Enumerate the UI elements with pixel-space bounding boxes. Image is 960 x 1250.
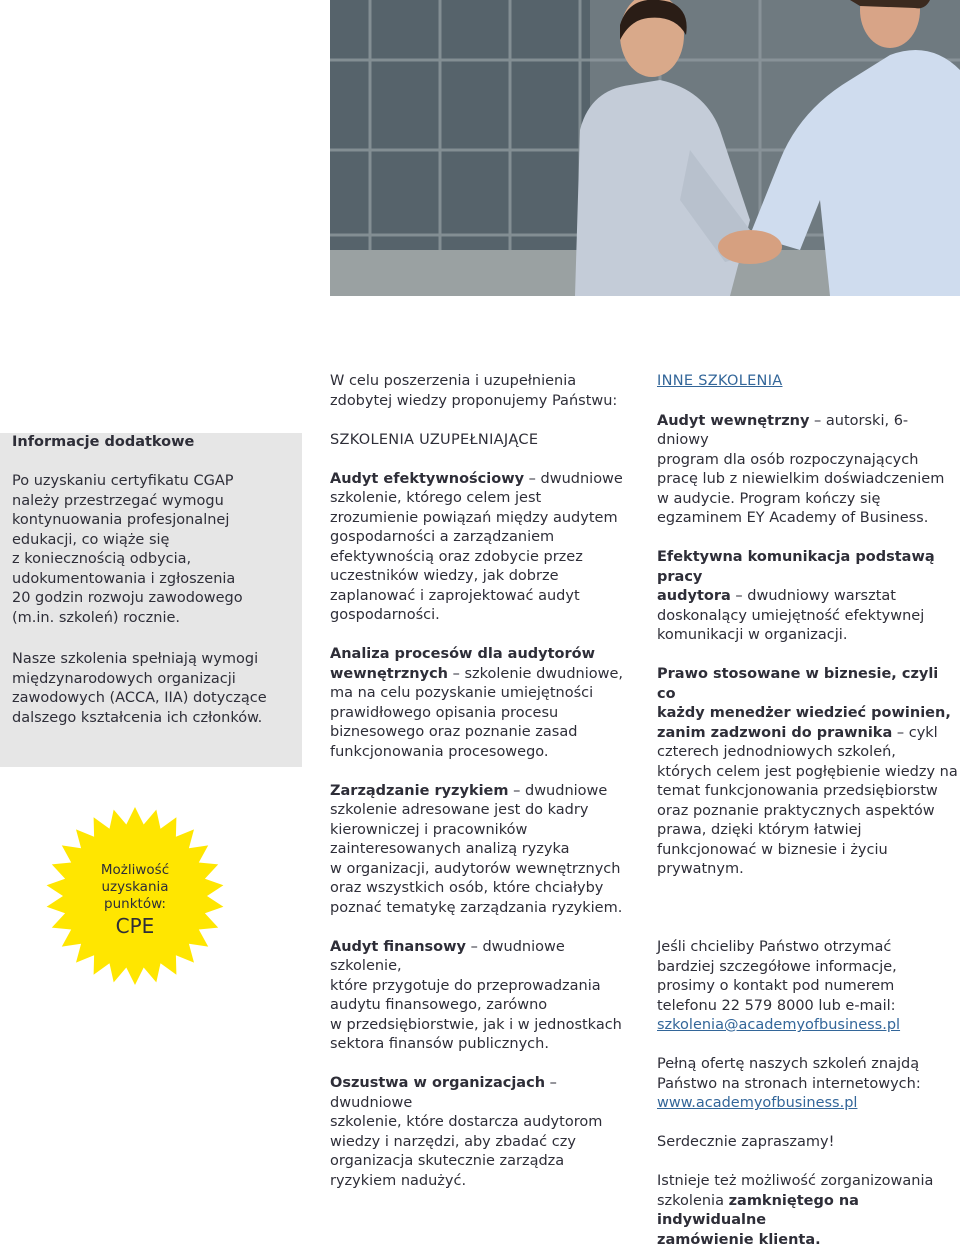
badge-cpe: CPE	[115, 914, 155, 938]
badge-line-3: punktów:	[104, 896, 166, 912]
invitation: Serdecznie zapraszamy!	[657, 1134, 835, 1150]
course-business-law: Prawo stosowane w biznesie, czyli co każdy menedżer wiedzieć powinien, zanim zadzwoni do prawnika – cykl czterech jednodniowych szkoleń, których celem jest pogłębienie wiedzy na temat funkcjonowania przedsiębiorstw oraz poznanie praktycznych aspektów prawa, dzięki którym łatwiej funkcjonować w biznesie i życiu prywatnym.	[657, 666, 958, 877]
middle-column	[330, 372, 630, 1191]
section-title-supplementary: SZKOLENIA UZUPEŁNIAJĄCE	[330, 432, 539, 448]
badge-line-2: uzyskania	[101, 879, 169, 895]
course-fraud: Oszustwa w organizacjach – dwudniowe szkolenie, które dostarcza audytorom wiedzy i narzędzi, aby zbadać czy organizacja skutecznie zarządza ryzykiem nadużyć.	[330, 1075, 603, 1189]
course-communication: Efektywna komunikacja podstawą pracy audytora – dwudniowy warsztat doskonalący umiejętność efektywnej komunikacji w organizacji.	[657, 549, 935, 643]
offer-info: Pełną ofertę naszych szkoleń znajdą Państwo na stronach internetowych: www.academyofbusiness.pl	[657, 1056, 921, 1111]
website-link[interactable]: www.academyofbusiness.pl	[657, 1095, 858, 1111]
email-link[interactable]: szkolenia@academyofbusiness.pl	[657, 1017, 901, 1033]
right-column	[657, 372, 959, 1250]
handshake-photo	[330, 0, 960, 296]
course-efficiency-audit: Audyt efektywnościowy – dwudniowe szkolenie, którego celem jest zrozumienie powiązań między audytem gospodarności a zarządzaniem efektywnością oraz zdobycie przez uczestników wiedzy, jak dobrze zaplanować i zaprojektować audyt gospodarności.	[330, 470, 623, 623]
other-trainings-link[interactable]: INNE SZKOLENIA	[657, 373, 783, 389]
course-financial-audit: Audyt finansowy – dwudniowe szkolenie, które przygotuje do przeprowadzania audytu finansowego, zarówno w przedsiębiorstwie, jak i w jednostkach sektora finansów publicznych.	[330, 938, 622, 1052]
intro-text: W celu poszerzenia i uzupełnienia zdobytej wiedzy proponujemy Państwu:	[330, 373, 618, 409]
info-title: Informacje dodatkowe	[12, 434, 195, 450]
section-title-other	[657, 372, 959, 392]
course-internal-audit: Audyt wewnętrzny – autorski, 6-dniowy program dla osób rozpoczynających pracę lub z niewielkim doświadczeniem w audycie. Program kończy się egzaminem EY Academy of Business.	[657, 412, 945, 526]
info-paragraph-requirements: Nasze szkolenia spełniają wymogi międzynarodowych organizacji zawodowych (ACCA, IIA) dotyczące dalszego kształcenia ich członków.	[12, 651, 267, 726]
badge-line-1: Możliwość	[100, 862, 170, 878]
contact-info: Jeśli chcieliby Państwo otrzymać bardziej szczegółowe informacje, prosimy o kontakt pod numerem telefonu 22 579 8000 lub e-mail: szkolenia@academyofbusiness.pl	[657, 939, 901, 1033]
info-paragraph-certification: Po uzyskaniu certyfikatu CGAP należy przestrzegać wymogu kontynuowania profesjonalnej edukacji, co wiąże się z koniecznością odbycia, udokumentowania i zgłoszenia 20 godzin rozwoju zawodowego (m.in. szkoleń) rocznie.	[12, 473, 243, 626]
additional-info-box	[0, 433, 302, 767]
course-process-analysis: Analiza procesów dla audytorów wewnętrznych – szkolenie dwudniowe, ma na celu pozyskanie umiejętności prawidłowego opisania procesu biznesowego oraz poznanie zasad funkcjonowania procesowego.	[330, 646, 624, 760]
closed-training-info: Istnieje też możliwość zorganizowania szkolenia zamkniętego na indywidualne zamówienie klienta.	[657, 1173, 934, 1248]
course-risk-management: Zarządzanie ryzykiem – dwudniowe szkolenie adresowane jest do kadry kierowniczej i pracowników zainteresowanych analizą ryzyka w organizacji, audytorów wewnętrznych oraz wszystkich osób, które chciałyby poznać tematykę zarządzania ryzykiem.	[330, 782, 623, 916]
